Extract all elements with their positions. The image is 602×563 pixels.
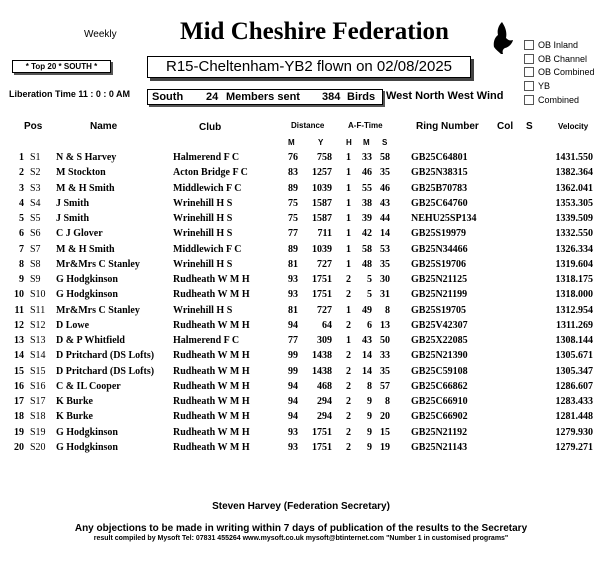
col-header-distance: Distance	[291, 121, 325, 130]
member-name-cell: J Smith	[56, 197, 90, 209]
table-row	[0, 213, 602, 229]
distance-yards-cell: 727	[317, 304, 332, 316]
objections-notice: Any objections to be made in writing within 7 days of publication of the results to the Secretary	[74, 523, 528, 534]
member-name-cell: M Stockton	[56, 167, 106, 179]
distance-yards-cell: 1438	[312, 365, 332, 377]
time-seconds-cell: 33	[380, 350, 390, 362]
member-name-cell: C & IL Cooper	[56, 380, 121, 392]
distance-yards-cell: 1587	[312, 197, 332, 209]
section-position-cell: S10	[30, 289, 46, 301]
velocity-cell: 1326.334	[555, 243, 593, 255]
velocity-cell: 1382.364	[555, 167, 593, 179]
section-position-cell: S12	[30, 319, 46, 331]
col-header-minutes: M	[363, 138, 370, 147]
club-cell: Wrinehill H S	[173, 228, 233, 240]
distance-miles-cell: 76	[288, 152, 298, 163]
time-hours-cell: 1	[346, 213, 351, 224]
club-cell: Rudheath W M H	[173, 396, 250, 407]
time-minutes-cell: 49	[362, 304, 372, 316]
time-hours-cell: 2	[346, 396, 351, 407]
distance-yards-cell: 468	[317, 380, 332, 392]
col-header-seconds: S	[382, 138, 388, 147]
member-name-cell: K Burke	[56, 411, 93, 423]
time-hours-cell: 1	[346, 258, 351, 270]
position-cell: 17	[14, 396, 24, 407]
time-minutes-cell: 9	[367, 441, 372, 453]
member-name-cell: K Burke	[56, 396, 93, 407]
time-minutes-cell: 43	[362, 335, 372, 346]
section-position-cell: S11	[30, 304, 46, 316]
birds-label: Birds	[347, 91, 376, 103]
club-cell: Wrinehill H S	[173, 197, 233, 209]
time-hours-cell: 1	[346, 304, 351, 316]
position-cell: 4	[19, 197, 24, 209]
distance-miles-cell: 93	[288, 289, 298, 301]
distance-miles-cell: 93	[288, 426, 298, 438]
table-row	[0, 396, 602, 412]
col-header-velocity: Velocity	[558, 122, 589, 131]
club-cell: Rudheath W M H	[173, 441, 250, 453]
section-name: South	[152, 91, 184, 103]
time-minutes-cell: 46	[362, 167, 372, 179]
table-row	[0, 167, 602, 183]
ring-number-cell: GB25C66902	[411, 411, 468, 423]
position-cell: 5	[19, 213, 24, 224]
table-row	[0, 274, 602, 290]
ring-number-cell: NEHU25SP134	[411, 213, 477, 224]
table-row	[0, 335, 602, 351]
col-header-club: Club	[199, 122, 222, 133]
time-minutes-cell: 38	[362, 197, 372, 209]
position-cell: 2	[19, 167, 24, 179]
option-ob-channel[interactable]: OB Channel	[524, 54, 587, 64]
option-ob-inland[interactable]: OB Inland	[524, 40, 578, 50]
time-hours-cell: 1	[346, 167, 351, 179]
member-name-cell: Mr&Mrs C Stanley	[56, 258, 140, 270]
time-seconds-cell: 14	[380, 228, 390, 240]
section-position-cell: S3	[30, 182, 41, 194]
time-hours-cell: 2	[346, 289, 351, 301]
distance-yards-cell: 1751	[312, 426, 332, 438]
table-row	[0, 320, 602, 336]
table-row	[0, 198, 602, 214]
time-hours-cell: 2	[346, 380, 351, 392]
distance-miles-cell: 94	[288, 380, 298, 392]
distance-yards-cell: 1438	[312, 350, 332, 362]
velocity-cell: 1279.930	[555, 426, 593, 438]
club-cell: Rudheath W M H	[173, 426, 250, 438]
velocity-cell: 1312.954	[555, 304, 593, 316]
distance-miles-cell: 93	[288, 441, 298, 453]
table-row	[0, 366, 602, 382]
velocity-cell: 1305.347	[555, 365, 593, 377]
weekly-label: Weekly	[84, 29, 117, 40]
distance-yards-cell: 294	[317, 411, 332, 423]
club-cell: Rudheath W M H	[173, 380, 250, 392]
ring-number-cell: GB25N21143	[411, 441, 468, 453]
velocity-cell: 1353.305	[555, 197, 593, 209]
distance-yards-cell: 64	[322, 319, 332, 331]
table-row	[0, 350, 602, 366]
ring-number-cell: GB25X22085	[411, 335, 468, 346]
col-header-ring: Ring Number	[416, 121, 479, 132]
time-minutes-cell: 42	[362, 228, 372, 240]
club-cell: Rudheath W M H	[173, 365, 250, 377]
table-row	[0, 427, 602, 443]
distance-miles-cell: 94	[288, 319, 298, 331]
velocity-cell: 1431.550	[555, 152, 593, 163]
region-badge: * Top 20 * SOUTH *	[12, 60, 111, 73]
option-yb[interactable]: YB	[524, 81, 550, 91]
distance-yards-cell: 309	[317, 335, 332, 346]
distance-miles-cell: 99	[288, 365, 298, 377]
velocity-cell: 1311.269	[556, 319, 593, 331]
club-cell: Halmerend F C	[173, 335, 240, 346]
club-cell: Middlewich F C	[173, 243, 242, 255]
option-combined[interactable]: Combined	[524, 95, 579, 105]
time-seconds-cell: 35	[380, 365, 390, 377]
ring-number-cell: GB25N21390	[411, 350, 468, 362]
race-title: R15-Cheltenham-YB2 flown on 02/08/2025	[147, 56, 471, 78]
club-cell: Middlewich F C	[173, 182, 242, 194]
time-minutes-cell: 48	[362, 258, 372, 270]
wind-direction: West North West Wind	[386, 90, 504, 102]
section-position-cell: S6	[30, 228, 41, 240]
time-minutes-cell: 39	[362, 213, 372, 224]
club-cell: Rudheath W M H	[173, 289, 250, 301]
time-hours-cell: 1	[346, 152, 351, 163]
velocity-cell: 1362.041	[555, 182, 593, 194]
ring-number-cell: GB25C64801	[411, 152, 468, 163]
velocity-cell: 1281.448	[555, 411, 593, 423]
time-minutes-cell: 6	[367, 319, 372, 331]
position-cell: 13	[14, 335, 24, 346]
time-minutes-cell: 9	[367, 426, 372, 438]
members-count: 24	[206, 91, 219, 103]
col-header-miles: M	[288, 138, 295, 147]
club-cell: Wrinehill H S	[173, 213, 233, 224]
time-seconds-cell: 31	[380, 289, 390, 301]
time-seconds-cell: 13	[380, 319, 390, 331]
position-cell: 16	[14, 380, 24, 392]
distance-miles-cell: 81	[288, 304, 298, 316]
ring-number-cell: GB25S19706	[411, 258, 467, 270]
section-position-cell: S15	[30, 365, 46, 377]
table-row	[0, 442, 602, 458]
distance-miles-cell: 89	[288, 243, 298, 255]
time-minutes-cell: 58	[362, 243, 372, 255]
position-cell: 11	[14, 304, 24, 316]
time-seconds-cell: 30	[380, 274, 390, 285]
time-hours-cell: 2	[346, 319, 351, 331]
time-hours-cell: 1	[346, 335, 351, 346]
position-cell: 1	[19, 152, 24, 163]
distance-yards-cell: 758	[317, 152, 332, 163]
time-hours-cell: 2	[346, 411, 351, 423]
position-cell: 14	[14, 350, 24, 362]
ring-number-cell: GB25N21199	[411, 289, 468, 301]
time-minutes-cell: 33	[362, 152, 372, 163]
position-cell: 10	[14, 289, 24, 301]
velocity-cell: 1308.144	[555, 335, 593, 346]
velocity-cell: 1279.271	[555, 441, 593, 453]
time-minutes-cell: 9	[367, 411, 372, 423]
time-hours-cell: 1	[346, 197, 351, 209]
time-seconds-cell: 43	[380, 197, 390, 209]
time-hours-cell: 1	[346, 182, 351, 194]
table-row	[0, 381, 602, 397]
member-name-cell: M & H Smith	[56, 182, 115, 194]
col-header-aftime: A-F-Time	[348, 121, 383, 130]
distance-yards-cell: 1587	[312, 213, 332, 224]
time-hours-cell: 1	[346, 228, 351, 240]
position-cell: 6	[19, 228, 24, 240]
secretary-line: Steven Harvey (Federation Secretary)	[212, 501, 390, 512]
time-minutes-cell: 9	[367, 396, 372, 407]
member-name-cell: D Lowe	[56, 319, 90, 331]
club-cell: Acton Bridge F C	[173, 167, 248, 179]
section-position-cell: S14	[30, 350, 46, 362]
position-cell: 9	[19, 274, 24, 285]
time-hours-cell: 2	[346, 441, 351, 453]
time-seconds-cell: 35	[380, 167, 390, 179]
time-seconds-cell: 35	[380, 258, 390, 270]
position-cell: 15	[14, 365, 24, 377]
club-cell: Rudheath W M H	[173, 319, 250, 331]
member-name-cell: G Hodgkinson	[56, 441, 118, 453]
table-row	[0, 152, 602, 168]
time-seconds-cell: 58	[380, 152, 390, 163]
time-minutes-cell: 5	[367, 289, 372, 301]
table-row	[0, 183, 602, 199]
time-seconds-cell: 46	[380, 182, 390, 194]
distance-yards-cell: 1257	[312, 167, 332, 179]
club-cell: Rudheath W M H	[173, 350, 250, 362]
time-seconds-cell: 8	[385, 396, 390, 407]
distance-miles-cell: 83	[288, 167, 298, 179]
section-position-cell: S17	[30, 396, 46, 407]
distance-miles-cell: 81	[288, 258, 298, 270]
time-seconds-cell: 8	[385, 304, 390, 316]
time-hours-cell: 2	[346, 365, 351, 377]
club-cell: Wrinehill H S	[173, 304, 233, 316]
ring-number-cell: GB25C66910	[411, 396, 468, 407]
ring-number-cell: GB25N34466	[411, 243, 468, 255]
section-position-cell: S13	[30, 335, 46, 346]
distance-yards-cell: 727	[317, 258, 332, 270]
velocity-cell: 1332.550	[555, 228, 593, 240]
position-cell: 18	[14, 411, 24, 423]
distance-miles-cell: 99	[288, 350, 298, 362]
section-position-cell: S9	[30, 274, 41, 285]
ring-number-cell: GB25C64760	[411, 197, 468, 209]
section-position-cell: S18	[30, 411, 46, 423]
ring-number-cell: GB25N38315	[411, 167, 468, 179]
velocity-cell: 1305.671	[555, 350, 593, 362]
option-ob-combined[interactable]: OB Combined	[524, 67, 595, 77]
velocity-cell: 1339.509	[555, 213, 593, 224]
time-seconds-cell: 15	[380, 426, 390, 438]
distance-miles-cell: 94	[288, 411, 298, 423]
col-header-sex: S	[526, 121, 533, 132]
distance-miles-cell: 77	[288, 228, 298, 240]
velocity-cell: 1283.433	[555, 396, 593, 407]
section-position-cell: S2	[30, 167, 41, 179]
col-header-colour: Col	[497, 121, 514, 132]
table-row	[0, 305, 602, 321]
distance-miles-cell: 93	[288, 274, 298, 285]
member-name-cell: G Hodgkinson	[56, 274, 118, 285]
table-row	[0, 289, 602, 305]
time-minutes-cell: 8	[367, 380, 372, 392]
ring-number-cell: GB25V42307	[411, 319, 468, 331]
section-position-cell: S16	[30, 380, 46, 392]
distance-yards-cell: 294	[317, 396, 332, 407]
distance-miles-cell: 77	[288, 335, 298, 346]
time-minutes-cell: 14	[362, 350, 372, 362]
member-name-cell: D Pritchard (DS Lofts)	[56, 350, 155, 362]
distance-yards-cell: 1039	[312, 243, 332, 255]
ring-number-cell: GB25S19979	[411, 228, 467, 240]
club-cell: Rudheath W M H	[173, 274, 250, 285]
time-seconds-cell: 50	[380, 335, 390, 346]
time-hours-cell: 1	[346, 243, 351, 255]
birds-count: 384	[322, 91, 341, 103]
section-position-cell: S20	[30, 441, 46, 453]
velocity-cell: 1319.604	[555, 258, 593, 270]
distance-yards-cell: 1751	[312, 274, 332, 285]
time-seconds-cell: 57	[380, 380, 390, 392]
distance-yards-cell: 1751	[312, 289, 332, 301]
section-position-cell: S19	[30, 426, 46, 438]
club-cell: Halmerend F C	[173, 152, 240, 163]
ring-number-cell: GB25S19705	[411, 304, 467, 316]
club-cell: Wrinehill H S	[173, 258, 233, 270]
member-name-cell: Mr&Mrs C Stanley	[56, 304, 140, 316]
section-position-cell: S1	[30, 152, 41, 163]
time-minutes-cell: 55	[362, 182, 372, 194]
position-cell: 19	[14, 426, 24, 438]
col-header-pos: Pos	[24, 121, 43, 132]
table-row	[0, 244, 602, 260]
distance-yards-cell: 711	[317, 228, 332, 240]
member-name-cell: M & H Smith	[56, 243, 115, 255]
time-seconds-cell: 44	[380, 213, 390, 224]
federation-title: Mid Cheshire Federation	[180, 18, 449, 45]
section-position-cell: S7	[30, 243, 41, 255]
ring-number-cell: GB25C59108	[411, 365, 468, 377]
members-label: Members sent	[226, 91, 300, 103]
distance-miles-cell: 75	[288, 213, 298, 224]
col-header-yards: Y	[318, 138, 324, 147]
table-row	[0, 228, 602, 244]
member-name-cell: D & P Whitfield	[56, 335, 125, 346]
member-name-cell: G Hodgkinson	[56, 289, 118, 301]
club-cell: Rudheath W M H	[173, 411, 250, 423]
distance-miles-cell: 94	[288, 396, 298, 407]
distance-yards-cell: 1039	[312, 182, 332, 194]
time-hours-cell: 2	[346, 350, 351, 362]
position-cell: 3	[19, 182, 24, 194]
ring-number-cell: GB25N21192	[411, 426, 468, 438]
time-minutes-cell: 14	[362, 365, 372, 377]
distance-miles-cell: 75	[288, 197, 298, 209]
member-name-cell: D Pritchard (DS Lofts)	[56, 365, 155, 377]
section-position-cell: S5	[30, 213, 41, 224]
position-cell: 20	[14, 441, 24, 453]
col-header-hours: H	[346, 138, 352, 147]
compiled-by: result compiled by Mysoft Tel: 07831 455264 www.mysoft.co.uk mysoft@btinternet.com "Number 1 in customised programs"	[93, 535, 509, 542]
time-seconds-cell: 20	[380, 411, 390, 423]
member-name-cell: J Smith	[56, 213, 90, 224]
member-name-cell: G Hodgkinson	[56, 426, 118, 438]
distance-yards-cell: 1751	[312, 441, 332, 453]
ring-number-cell: GB25B70783	[411, 182, 468, 194]
position-cell: 12	[14, 319, 24, 331]
velocity-cell: 1318.000	[555, 289, 593, 301]
position-cell: 7	[19, 243, 24, 255]
time-seconds-cell: 19	[380, 441, 390, 453]
section-position-cell: S4	[30, 197, 41, 209]
time-seconds-cell: 53	[380, 243, 390, 255]
section-position-cell: S8	[30, 258, 41, 270]
position-cell: 8	[19, 258, 24, 270]
col-header-name: Name	[90, 121, 118, 132]
table-row	[0, 259, 602, 275]
member-name-cell: N & S Harvey	[56, 152, 117, 163]
ring-number-cell: GB25C66862	[411, 380, 468, 392]
velocity-cell: 1318.175	[555, 274, 593, 285]
ring-number-cell: GB25N21125	[411, 274, 468, 285]
time-minutes-cell: 5	[367, 274, 372, 285]
time-hours-cell: 2	[346, 426, 351, 438]
liberation-time: Liberation Time 11 : 0 : 0 AM	[9, 89, 131, 99]
distance-miles-cell: 89	[288, 182, 298, 194]
member-name-cell: C J Glover	[56, 228, 103, 240]
table-row	[0, 411, 602, 427]
time-hours-cell: 2	[346, 274, 351, 285]
velocity-cell: 1286.607	[555, 380, 593, 392]
